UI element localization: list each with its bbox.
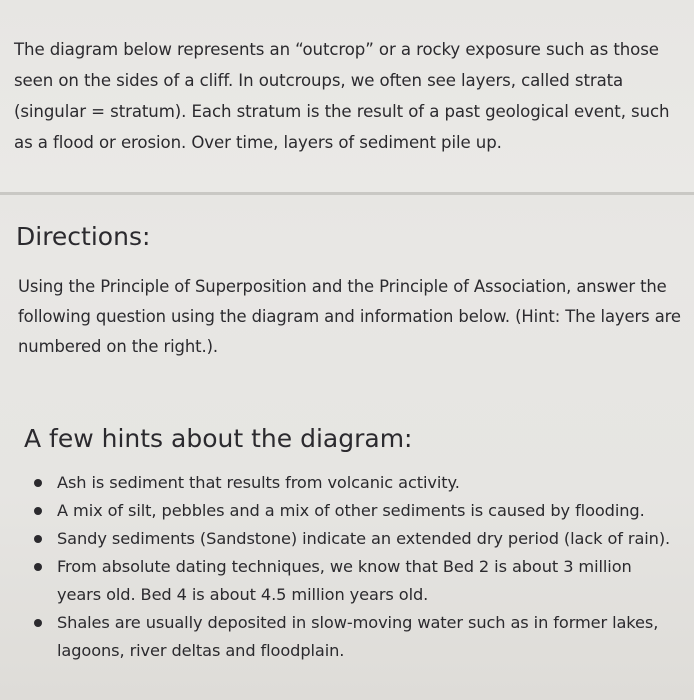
directions-paragraph: Using the Principle of Superposition and the Principle of Association, answer the following question using the diagram and information below. (Hint: The layers are numbered on the right.). — [18, 277, 681, 356]
directions-heading: Directions: — [16, 222, 151, 251]
intro-paragraph: The diagram below represents an “outcrop” or a rocky exposure such as those seen on the sides of a cliff. In outcroups, we often see layers, called strata (singular = stratum). Each stratum is the result of a past geological event, such as a flood or erosion. Over time, layers of sediment pile up. — [14, 40, 670, 152]
intro-box — [0, 0, 694, 192]
hint-item-flooding — [0, 497, 694, 525]
hint-text: Ash is sediment that results from volcanic activity. — [57, 473, 460, 492]
hint-item-shales — [0, 609, 694, 665]
bullet-icon — [34, 535, 42, 543]
hints-list — [0, 469, 694, 665]
bullet-icon — [34, 619, 42, 627]
hint-text: From absolute dating techniques, we know that Bed 2 is about 3 million years old. Bed 4 is about 4.5 million years old. — [57, 557, 632, 604]
hint-item-ash — [0, 469, 694, 497]
bullet-icon — [34, 479, 42, 487]
bullet-icon — [34, 507, 42, 515]
hints-heading: A few hints about the diagram: — [24, 424, 413, 453]
hint-text: Sandy sediments (Sandstone) indicate an extended dry period (lack of rain). — [57, 529, 671, 548]
hint-item-absolute-dating — [0, 553, 694, 609]
section-divider — [0, 192, 694, 195]
bullet-icon — [34, 563, 42, 571]
hint-item-sandstone — [0, 525, 694, 553]
hint-text: Shales are usually deposited in slow-moving water such as in former lakes, lagoons, river deltas and floodplain. — [57, 613, 659, 660]
hint-text: A mix of silt, pebbles and a mix of other sediments is caused by flooding. — [57, 501, 645, 520]
